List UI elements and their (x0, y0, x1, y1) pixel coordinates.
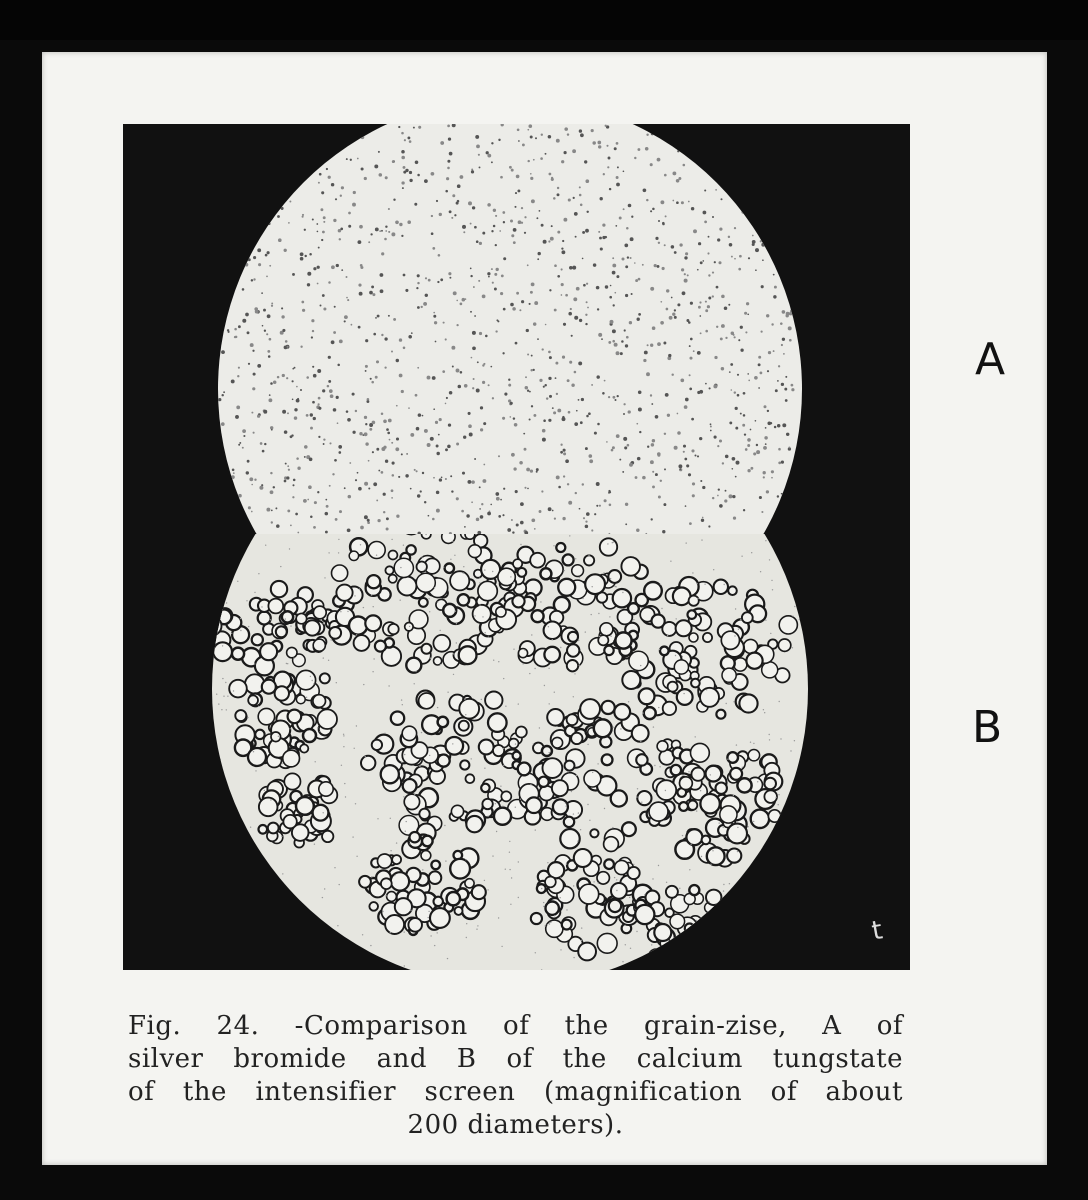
caption-line-4: 200 diameters). (407, 1110, 624, 1140)
label-a: A (975, 334, 1006, 385)
corner-mark: t (869, 915, 885, 947)
caption-line-3: of the intensifier screen (magnification of about (128, 1077, 903, 1107)
micrograph-panel (123, 124, 910, 970)
caption-line-1: Fig. 24. -Comparison of the grain-zise, A of (128, 1011, 903, 1041)
top-border-strip (0, 0, 1088, 40)
figure-caption (128, 1010, 903, 1142)
label-b: B (972, 702, 1003, 753)
micrograph-image (123, 124, 910, 970)
caption-line-2: silver bromide and B of the calcium tungstate (128, 1044, 903, 1074)
